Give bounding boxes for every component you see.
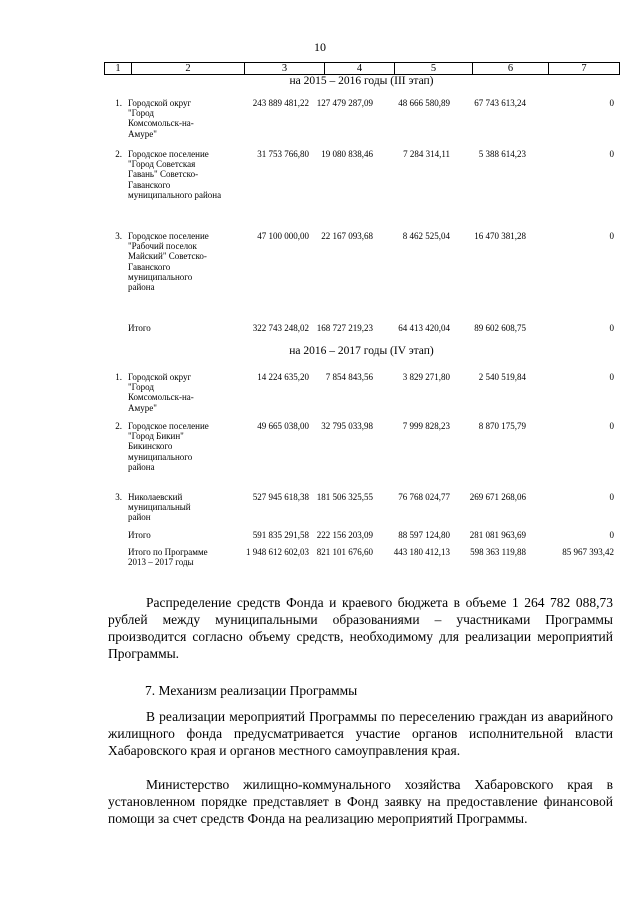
cell-col3: 322 743 248,02 — [252, 323, 309, 333]
cell-col5: 3 829 271,80 — [402, 372, 450, 382]
cell-col6: 89 602 608,75 — [474, 323, 526, 333]
cell-col3: 527 945 618,38 — [252, 492, 309, 502]
cell-col6: 16 470 381,28 — [474, 231, 526, 241]
cell-col6: 8 870 175,79 — [478, 421, 526, 431]
row-number: 1. — [115, 98, 122, 108]
cell-col6: 2 540 519,84 — [478, 372, 526, 382]
cell-col5: 443 180 412,13 — [393, 547, 450, 557]
column-header-5: 5 — [395, 63, 473, 75]
paragraph-distribution: Распределение средств Фонда и краевого бюджета в объеме 1 264 782 088,73 рублей между муниципальными образованиями – участниками Программы производится согласно объему средств, необходимому для реализации мероприятий Программы. — [108, 595, 613, 661]
row-name: Городской округ "Город Комсомольск-на-Амуре" — [128, 98, 194, 139]
row-name: Городской округ "Город Комсомольск-на-Амуре" — [128, 372, 194, 413]
column-header-table — [104, 62, 620, 75]
cell-col4: 7 854 843,56 — [325, 372, 373, 382]
row-number: 2. — [115, 421, 122, 431]
cell-col5: 7 999 828,23 — [402, 421, 450, 431]
row-number: 2. — [115, 149, 122, 159]
section-heading: 7. Механизм реализации Программы — [145, 683, 358, 698]
paragraph-participation: В реализации мероприятий Программы по переселению граждан из аварийного жилищного фонда предусматривается участие органов исполнительной власти Хабаровского края и органов местного самоуправления края. — [108, 709, 613, 758]
stage4-title: на 2016 – 2017 годы (IV этап) — [289, 345, 434, 357]
cell-col4: 19 080 838,46 — [321, 149, 373, 159]
cell-col3: 14 224 635,20 — [257, 372, 309, 382]
row-number: 3. — [115, 231, 122, 241]
cell-col7: 0 — [609, 231, 614, 241]
cell-col7: 0 — [609, 98, 614, 108]
cell-col7: 0 — [609, 492, 614, 502]
cell-col4: 168 727 219,23 — [316, 323, 373, 333]
column-header-1: 1 — [105, 63, 132, 75]
row-name: Городское поселение "Рабочий поселок Майский" Советско-Гаванского муниципального района — [128, 231, 209, 293]
cell-col5: 48 666 580,89 — [398, 98, 450, 108]
column-header-6: 6 — [473, 63, 549, 75]
cell-col3: 47 100 000,00 — [257, 231, 309, 241]
row-number: 3. — [115, 492, 122, 502]
cell-col5: 88 597 124,80 — [398, 530, 450, 540]
cell-col6: 5 388 614,23 — [478, 149, 526, 159]
column-header-row — [105, 63, 620, 75]
page-number: 10 — [314, 40, 326, 54]
cell-col6: 269 671 268,06 — [469, 492, 526, 502]
row-name: Итого по Программе 2013 – 2017 годы — [128, 547, 208, 568]
cell-col3: 243 889 481,22 — [252, 98, 309, 108]
paragraph-ministry: Министерство жилищно-коммунального хозяйства Хабаровского края в установленном порядке представляет в Фонд заявку на предоставление финансовой помощи за счет средств Фонда на реализацию мероприятий Программы. — [108, 777, 613, 826]
cell-col5: 76 768 024,77 — [398, 492, 450, 502]
row-name: Итого — [128, 530, 151, 540]
cell-col5: 64 413 420,04 — [398, 323, 450, 333]
cell-col5: 8 462 525,04 — [402, 231, 450, 241]
cell-col7: 0 — [609, 372, 614, 382]
cell-col3: 1 948 612 602,03 — [246, 547, 309, 557]
stage3-title: на 2015 – 2016 годы (III этап) — [289, 75, 434, 87]
cell-col3: 591 835 291,58 — [252, 530, 309, 540]
column-header-4: 4 — [325, 63, 395, 75]
row-number: 1. — [115, 372, 122, 382]
row-name: Городское поселение "Город Советская Гавань" Советско-Гаванского муниципального района — [128, 149, 222, 200]
cell-col7: 0 — [609, 149, 614, 159]
cell-col7: 0 — [609, 530, 614, 540]
row-name: Итого — [128, 323, 151, 333]
cell-col6: 598 363 119,88 — [470, 547, 526, 557]
cell-col5: 7 284 314,11 — [403, 149, 450, 159]
cell-col4: 821 101 676,60 — [316, 547, 373, 557]
cell-col7: 85 967 393,42 — [562, 547, 614, 557]
cell-col4: 127 479 287,09 — [316, 98, 373, 108]
cell-col7: 0 — [609, 421, 614, 431]
cell-col4: 22 167 093,68 — [321, 231, 373, 241]
cell-col4: 222 156 203,09 — [316, 530, 373, 540]
cell-col6: 67 743 613,24 — [474, 98, 526, 108]
cell-col4: 32 795 033,98 — [321, 421, 373, 431]
cell-col6: 281 081 963,69 — [469, 530, 526, 540]
cell-col7: 0 — [609, 323, 614, 333]
column-header-2: 2 — [132, 63, 245, 75]
column-header-3: 3 — [245, 63, 325, 75]
cell-col3: 31 753 766,80 — [257, 149, 309, 159]
column-header-7: 7 — [549, 63, 620, 75]
cell-col3: 49 665 038,00 — [257, 421, 309, 431]
cell-col4: 181 506 325,55 — [316, 492, 373, 502]
row-name: Николаевский муниципальный район — [128, 492, 191, 523]
row-name: Городское поселение "Город Бикин" Бикинского муниципального района — [128, 421, 209, 472]
